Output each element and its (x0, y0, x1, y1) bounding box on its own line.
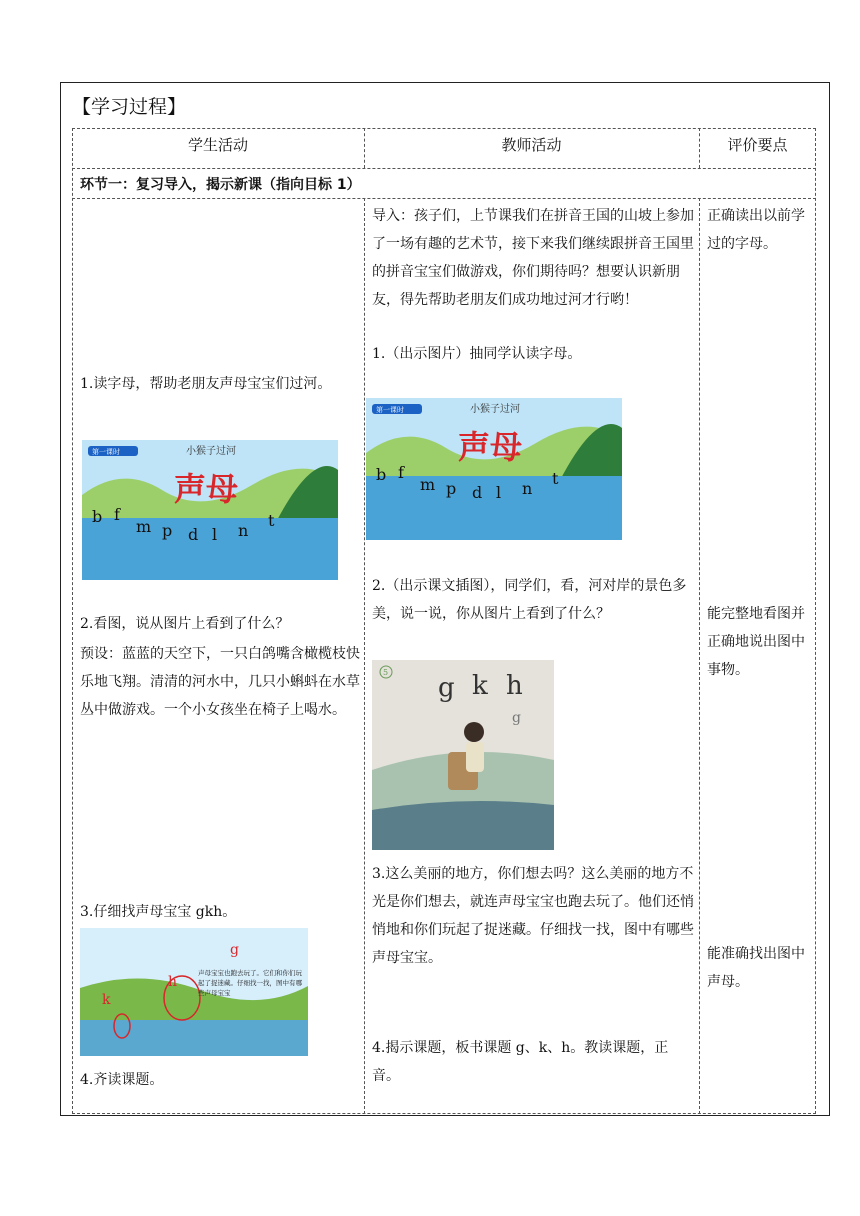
find-letters-image: g k h 声母宝宝也跑去玩了。它们和你们玩起了捉迷藏。仔细找一找，图中有哪些声母宝宝 (80, 928, 308, 1056)
teacher-intro: 导入：孩子们，上节课我们在拼音王国的山坡上参加了一场有趣的艺术节，接下来我们继续跟拼音王国里的拼音宝宝们做游戏，你们期待吗？想要认识新朋友，得先帮助老朋友们成功地过河才行哟！ (372, 208, 694, 308)
svg-text:第一课时: 第一课时 (376, 406, 404, 414)
teacher-step-2: 2.（出示课文插图），同学们，看，河对岸的景色多美，说一说，你从图片上看到了什么？ (372, 578, 687, 622)
svg-text:d: d (188, 525, 199, 544)
svg-text:h: h (168, 974, 178, 990)
svg-text:t: t (552, 469, 559, 488)
river-image-student (82, 440, 338, 580)
svg-text:m: m (420, 475, 436, 494)
svg-text:小猴子过河: 小猴子过河 (470, 404, 520, 415)
header-teacher: 教师活动 (501, 136, 562, 154)
student-step-3: 3.仔细找声母宝宝 gkh。 (80, 904, 237, 920)
svg-text:g: g (512, 710, 521, 726)
eval-point-3: 能准确找出图中声母。 (707, 946, 805, 990)
student-step-2: 2.看图，说从图片上看到了什么？ (80, 616, 290, 632)
svg-text:l: l (212, 525, 218, 544)
section-title: 【学习过程】 (72, 96, 187, 118)
col-divider (699, 198, 700, 1114)
header-student: 学生活动 (187, 136, 248, 154)
svg-text:g: g (438, 673, 455, 703)
svg-text:h: h (506, 671, 523, 701)
svg-text:f: f (114, 505, 120, 524)
student-step-2-preset: 预设：蓝蓝的天空下，一只白鸽嘴含橄榄枝快乐地飞翔。清清的河水中，几只小蝌蚪在水草丛中做游戏。一个小女孩坐在椅子上喝水。 (80, 646, 360, 718)
svg-text:n: n (522, 479, 533, 498)
svg-text:l: l (496, 483, 502, 502)
svg-text:n: n (238, 521, 249, 540)
river-image-teacher (366, 398, 622, 540)
svg-text:t: t (268, 511, 275, 530)
student-step-4: 4.齐读课题。 (80, 1072, 164, 1088)
svg-text:d: d (472, 483, 483, 502)
teacher-step-1: 1.（出示图片）抽同学认读字母。 (372, 346, 582, 362)
svg-text:声母: 声母 (174, 470, 239, 508)
eval-point-1: 正确读出以前学过的字母。 (707, 208, 805, 252)
svg-text:b: b (92, 507, 103, 526)
svg-text:小猴子过河: 小猴子过河 (186, 446, 236, 457)
gkh-illustration (372, 660, 554, 850)
svg-text:b: b (376, 465, 387, 484)
eval-point-2: 能完整地看图并正确地说出图中事物。 (707, 606, 805, 678)
svg-text:k: k (472, 671, 488, 701)
svg-text:第一课时: 第一课时 (92, 448, 120, 456)
svg-text:f: f (398, 463, 404, 482)
student-step-1: 1.读字母，帮助老朋友声母宝宝们过河。 (80, 376, 332, 392)
svg-text:g: g (230, 942, 239, 958)
stage-title: 环节一：复习导入，揭示新课（指向目标 1） (80, 177, 361, 193)
row-divider (72, 198, 816, 199)
teacher-step-4: 4.揭示课题，板书课题 g、k、h。教读课题，正音。 (372, 1040, 669, 1084)
svg-text:m: m (136, 517, 152, 536)
svg-text:5: 5 (383, 668, 389, 677)
header-eval: 评价要点 (727, 136, 788, 154)
svg-text:k: k (102, 992, 111, 1008)
row-divider (72, 168, 816, 169)
teacher-step-3: 3.这么美丽的地方，你们想去吗？这么美丽的地方不光是你们想去，就连声母宝宝也跑去玩了。他们还悄悄地和你们玩起了捉迷藏。仔细找一找，图中有哪些声母宝宝。 (372, 866, 694, 966)
svg-text:p: p (162, 521, 173, 540)
col-divider (364, 198, 365, 1114)
svg-text:p: p (446, 479, 457, 498)
svg-text:声母: 声母 (458, 428, 523, 466)
